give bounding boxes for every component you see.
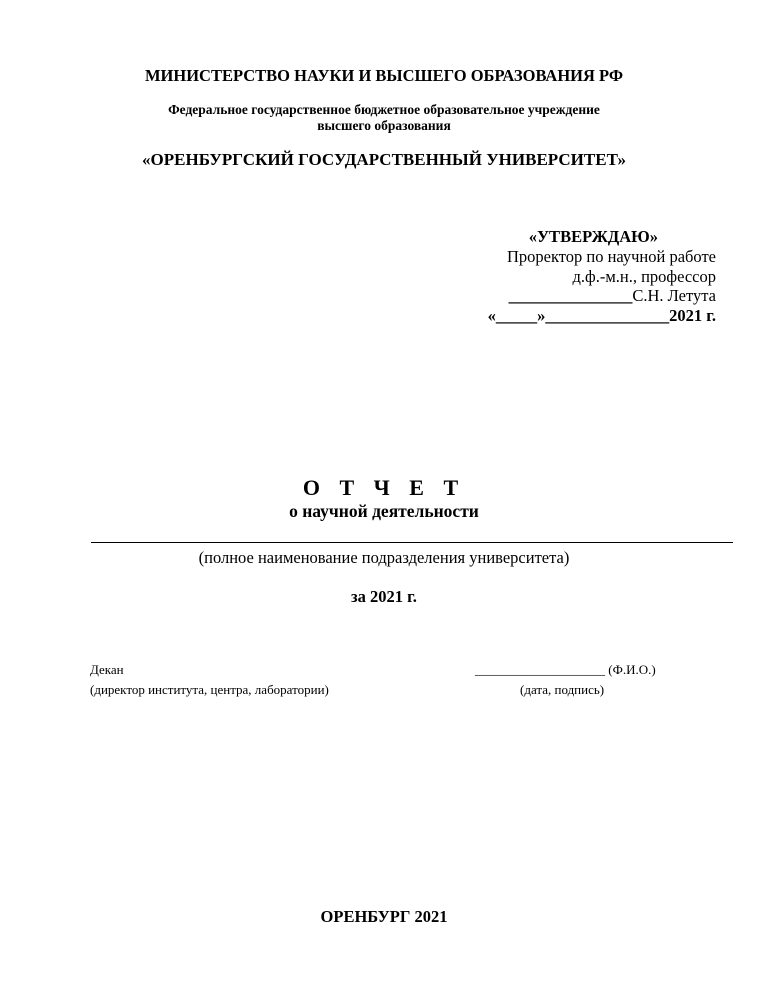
approval-title: «УТВЕРЖДАЮ»	[528, 227, 658, 246]
dean-signature-line: ____________________ (Ф.И.О.)	[475, 662, 656, 677]
approval-signature	[509, 286, 716, 306]
department-caption: (полное наименование подразделения университета)	[198, 548, 570, 567]
ministry-name: МИНИСТЕРСТВО НАУКИ И ВЫСШЕГО ОБРАЗОВАНИЯ РФ	[144, 66, 624, 85]
approval-date-line: «_____»_______________2021 г.	[487, 306, 716, 325]
dean-signature-caption: (дата, подпись)	[520, 682, 605, 697]
dean-label: Декан	[90, 662, 124, 677]
report-period: за 2021 г.	[351, 587, 417, 606]
department-name-line	[91, 542, 733, 543]
footer-city-year: ОРЕНБУРГ 2021	[320, 907, 448, 926]
approval-signature-line: _______________	[508, 286, 633, 305]
report-title: О Т Ч Е Т	[302, 475, 466, 500]
approval-position: Проректор по научной работе	[506, 247, 716, 266]
university-name: «ОРЕНБУРГСКИЙ ГОСУДАРСТВЕННЫЙ УНИВЕРСИТЕТ»	[142, 150, 626, 169]
dean-role-note: (директор института, центра, лаборатории)	[90, 682, 329, 697]
report-subtitle: о научной деятельности	[289, 501, 479, 521]
approval-name: С.Н. Летута	[632, 286, 716, 305]
institution-type-line2: высшего образования	[317, 118, 451, 133]
institution-type-line1: Федеральное государственное бюджетное образовательное учреждение	[168, 102, 600, 117]
approval-degree: д.ф.-м.н., профессор	[572, 267, 716, 286]
